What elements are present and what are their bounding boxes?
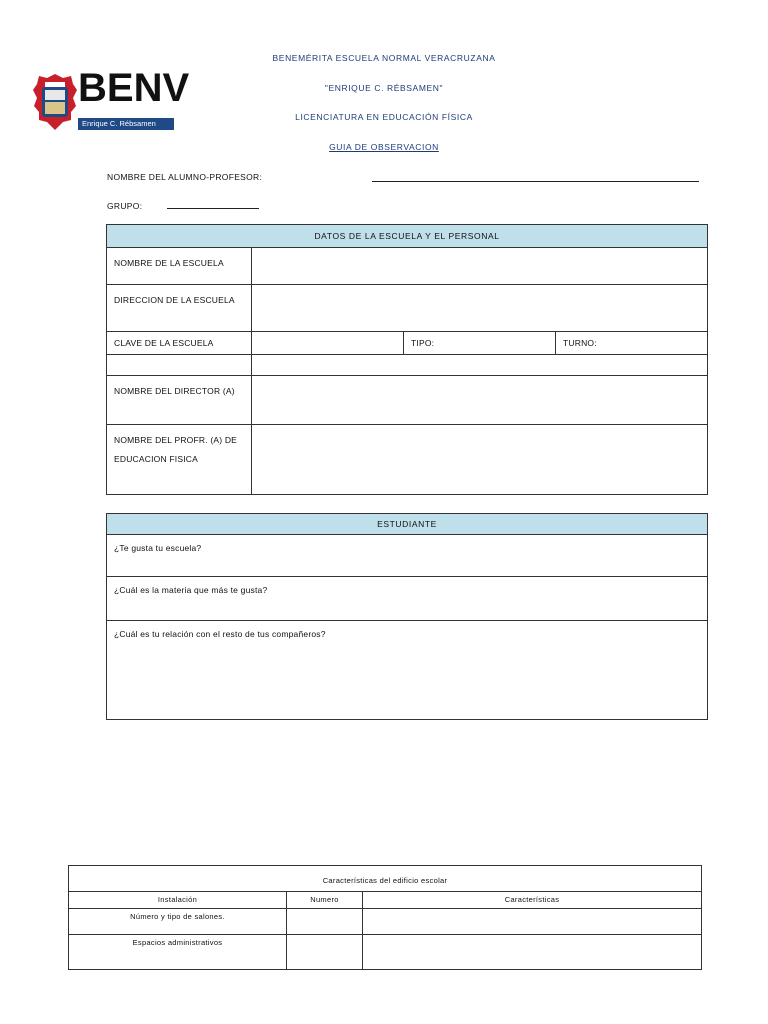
seal-icon (33, 72, 77, 132)
escuela-table (106, 224, 708, 495)
row-salones-caracteristicas[interactable] (363, 909, 702, 935)
grupo-label: GRUPO: (107, 201, 143, 211)
header-institution: BENEMÉRITA ESCUELA NORMAL VERACRUZANA (272, 53, 496, 63)
direccion-escuela-field[interactable] (252, 285, 708, 332)
question-1[interactable]: ¿Te gusta tu escuela? (107, 535, 708, 577)
director-label: NOMBRE DEL DIRECTOR (A) (107, 376, 252, 425)
direccion-escuela-label: DIRECCION DE LA ESCUELA (107, 285, 252, 332)
col-numero: Numero (287, 892, 363, 909)
col-caracteristicas: Características (363, 892, 702, 909)
col-instalacion: Instalación (69, 892, 287, 909)
nombre-escuela-field[interactable] (252, 248, 708, 285)
escuela-table-title: DATOS DE LA ESCUELA Y EL PERSONAL (107, 225, 708, 248)
row-admin-numero[interactable] (287, 935, 363, 970)
edificio-table-title: Características del edificio escolar (69, 866, 702, 892)
profr-field[interactable] (252, 425, 708, 495)
logo-wordmark: BENV (78, 66, 190, 110)
question-3[interactable]: ¿Cuál es tu relación con el resto de tus compañeros? (107, 621, 708, 720)
document-title: GUIA DE OBSERVACION (329, 142, 439, 152)
clave-escuela-label: CLAVE DE LA ESCUELA (107, 332, 252, 355)
header-title-wrap (0, 142, 768, 152)
alumno-label: NOMBRE DEL ALUMNO-PROFESOR: (107, 172, 263, 182)
estudiante-table-title: ESTUDIANTE (107, 514, 708, 535)
empty-cell (107, 355, 252, 376)
alumno-line[interactable] (372, 181, 699, 182)
grupo-line[interactable] (167, 208, 259, 209)
turno-label[interactable]: TURNO: (556, 332, 708, 355)
header-degree: LICENCIATURA EN EDUCACIÓN FÍSICA (295, 112, 473, 122)
tipo-label[interactable]: TIPO: (404, 332, 556, 355)
logo-subtitle: Enrique C. Rébsamen (78, 118, 174, 130)
row-admin-label: Espacios administrativos (69, 935, 287, 970)
extra-field[interactable] (252, 355, 708, 376)
clave-escuela-field[interactable] (252, 332, 404, 355)
header-school-name: "ENRIQUE C. RÉBSAMEN" (324, 83, 444, 93)
profr-label: NOMBRE DEL PROFR. (A) DE EDUCACION FISICA (107, 425, 252, 495)
edificio-table (68, 865, 702, 970)
nombre-escuela-label: NOMBRE DE LA ESCUELA (107, 248, 252, 285)
row-salones-label: Número y tipo de salones. (69, 909, 287, 935)
benv-logo (33, 66, 190, 134)
row-admin-caracteristicas[interactable] (363, 935, 702, 970)
estudiante-table (106, 513, 708, 720)
row-salones-numero[interactable] (287, 909, 363, 935)
director-field[interactable] (252, 376, 708, 425)
question-2[interactable]: ¿Cuál es la materia que más te gusta? (107, 577, 708, 621)
